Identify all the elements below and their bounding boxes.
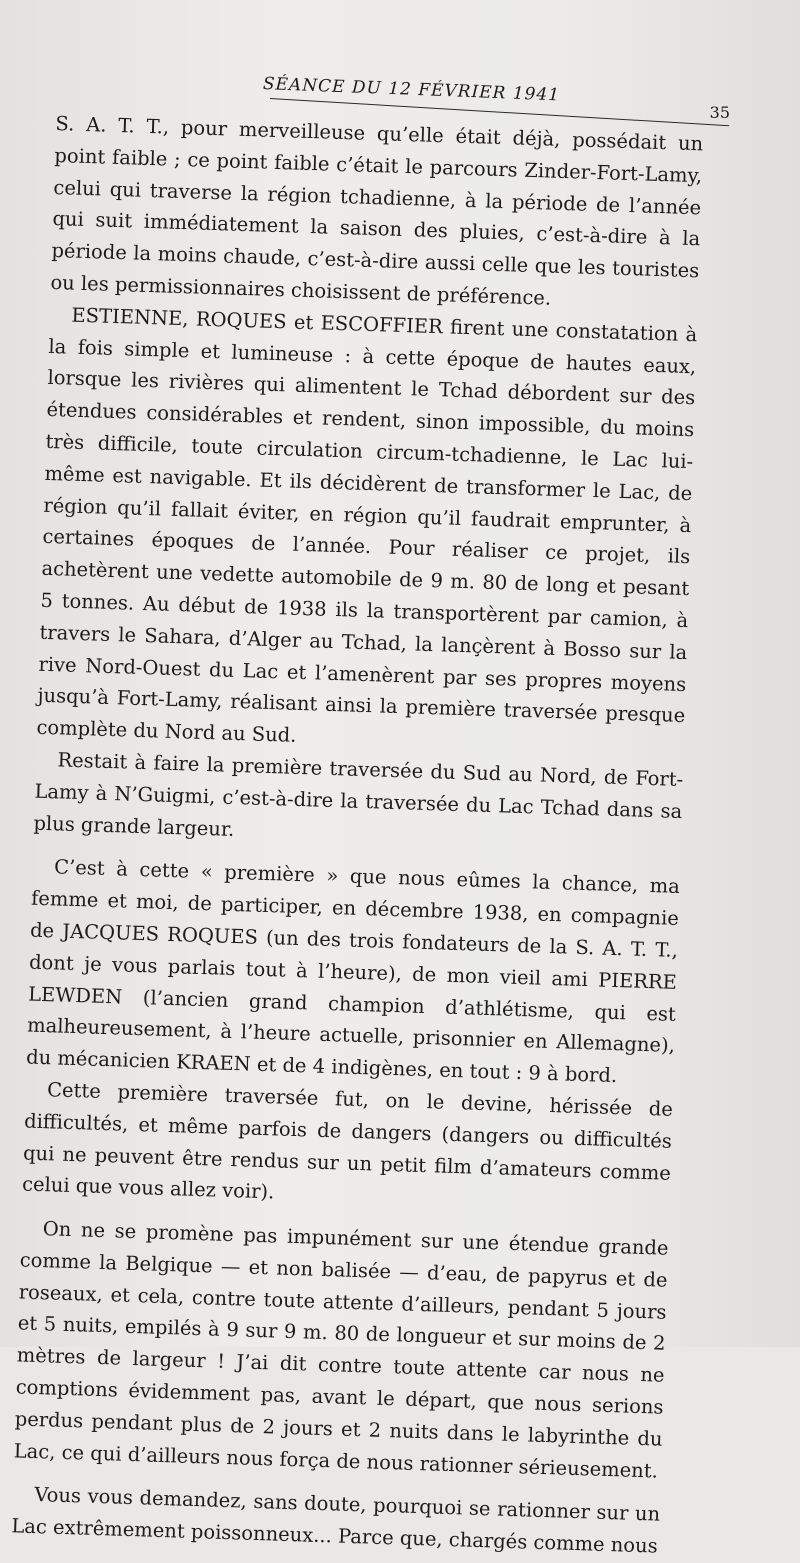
paragraph-1: S. A. T. T., pour merveilleuse qu’elle était déjà, possédait un point faible ; ce point faible c’était le parcours Zinder-Fort-Lamy, celui qui traverse la région tchadienne, à la période de l’année qui suit immédiatement la saison des pluies, c’est-à-dire à la période la moins chaude, c’est-à-dire aussi celle que les touristes ou les permissionnaires choisissent de préférence. [50, 111, 704, 310]
paragraph-4: C’est à cette « première » que nous eûmes la chance, ma femme et moi, de participer, en décembre 1938, en compagnie de JACQUES ROQUES (un des trois fondateurs de la S. A. T. T., dont je vous parlais tout à l’heure), de mon vieil ami PIERRE LEWDEN (l’ancien grand champion d’athlétisme, qui est malheureusement, à l’heure actuelle, prisonnier en Allemagne), du mécanicien KRAEN et de 4 indigènes, en tout : 9 à bord. [25, 855, 681, 1088]
body-text [11, 108, 704, 1563]
paragraph-2: ESTIENNE, ROQUES et ESCOFFIER firent une constatation à la fois simple et lumineuse : à cette époque de hautes eaux, lorsque les rivières qui alimentent le Tchad débordent sur des étendues considérables et rendent, sinon impossible, du moins très difficile, toute circulation circum-tchadienne, le Lac lui-même est navigable. Et ils décidèrent de transformer le Lac, de région qu’il fallait éviter, en région qu’il faudrait emprunter, à certaines époques de l’année. Pour réaliser ce projet, ils achetèrent une vedette automobile de 9 m. 80 de long et pesant 5 tonnes. Au début de 1938 ils la transportèrent par camion, à travers le Sahara, d’Alger au Tchad, la lançèrent à Bosso sur la rive Nord-Ouest du Lac et l’amenèrent par ses propres moyens jusqu’à Fort-Lamy, réalisant ainsi la première traversée presque complète du Nord au Sud. [36, 303, 698, 747]
page-number: 35 [709, 103, 730, 122]
running-head: SÉANCE DU 12 FÉVRIER 1941 [262, 74, 561, 106]
paragraph-7: Vous vous demandez, sans doute, pourquoi se rationner sur un Lac extrêmement poissonneux... Parce que, chargés comme nous [11, 1483, 661, 1558]
paragraph-3: Restait à faire la première traversée du Sud au Nord, de Fort-Lamy à N’Guigmi, c’est-à-dire la traversée du Lac Tchad dans sa plus grande largeur. [33, 748, 684, 841]
paragraph-5: Cette première traversée fut, on le devine, hérissée de difficultés, et même parfois de dangers (dangers ou difficultés qui ne peuvent être rendus sur un petit film d’amateurs comme celui que vous allez voir). [21, 1078, 674, 1204]
paragraph-6: On ne se promène pas impunément sur une étendue grande comme la Belgique — et non balisée — d’eau, de papyrus et de roseaux, et cela, contre toute attente d’ailleurs, pendant 5 jours et 5 nuits, empilés à 9 sur 9 m. 80 de longueur et sur moins de 2 mètres de largeur ! J’ai dit contre toute attente car nous ne comptions évidemment pas, avant le départ, que nous serions perdus pendant plus de 2 jours et 2 nuits dans le labyrinthe du Lac, ce qui d’ailleurs nous força de nous rationner sérieusement. [13, 1217, 669, 1483]
